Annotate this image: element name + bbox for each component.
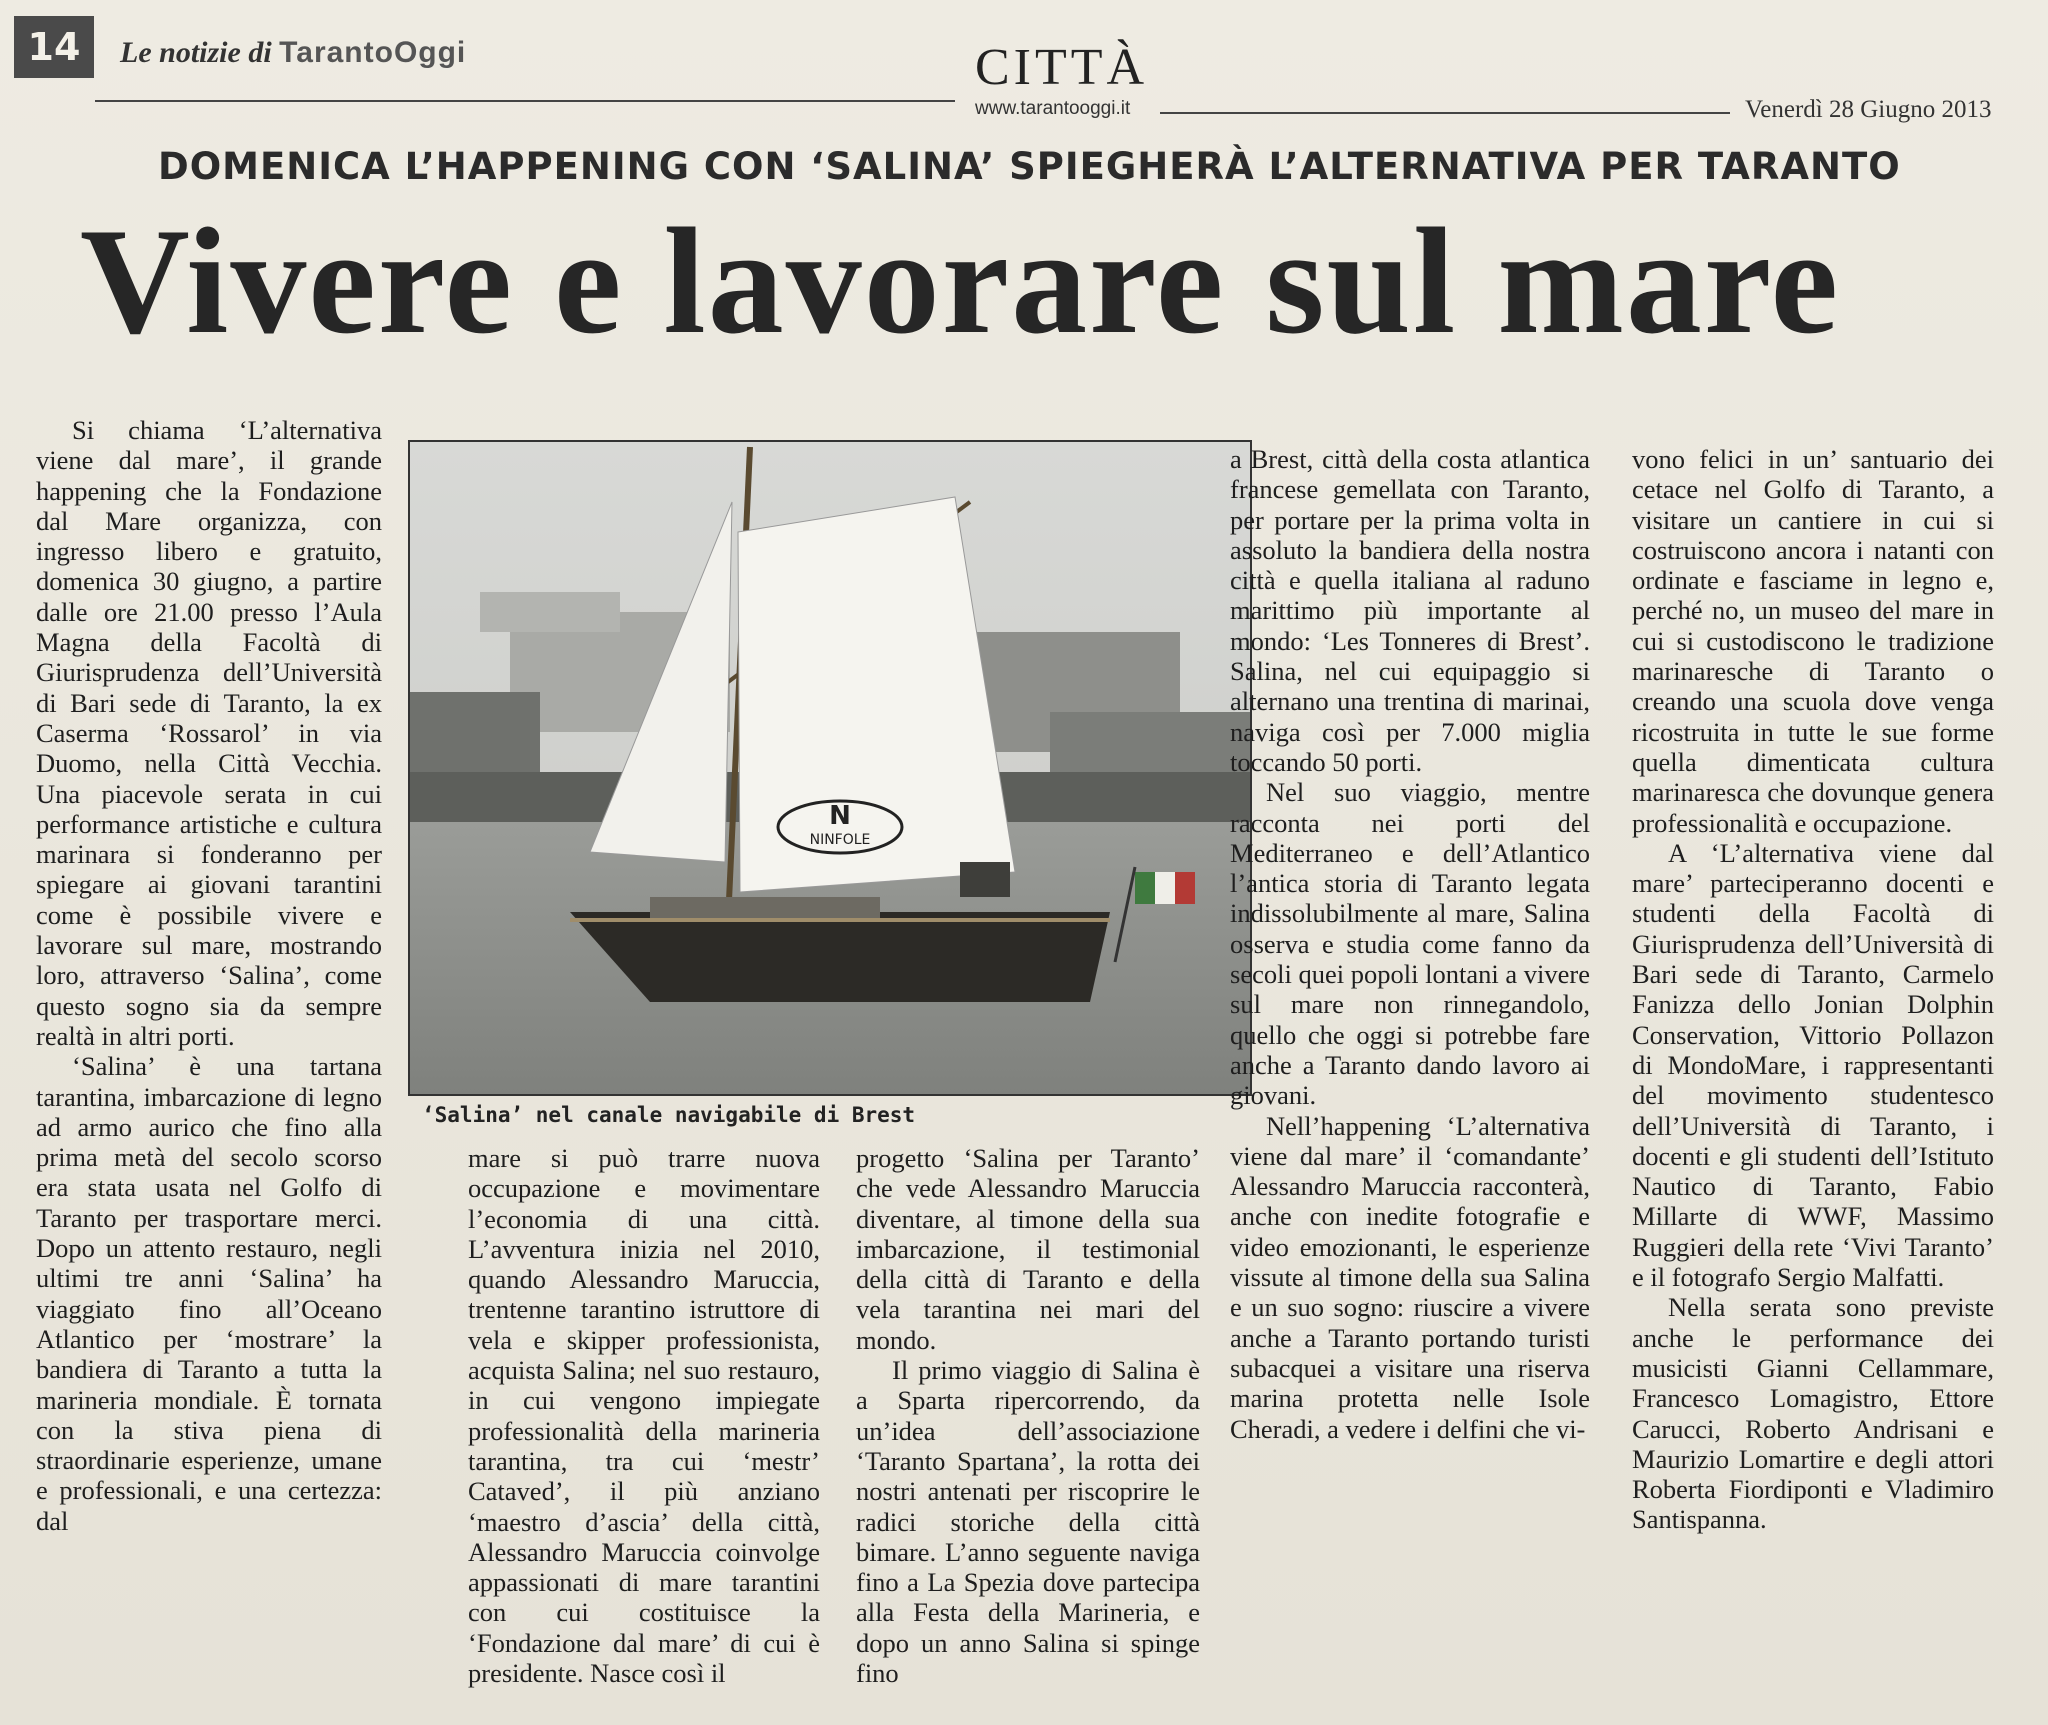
column-4	[1230, 444, 1590, 1444]
paragraph: progetto ‘Salina per Taranto’ che vede Alessandro Maruccia diventare, al timone della sua imbarcazione, il testimonial della città di Taranto e della vela tarantina nei mari del mondo.	[856, 1143, 1200, 1355]
hull	[570, 912, 1110, 1002]
sailboat-photo	[410, 442, 1250, 1094]
paragraph: ‘Salina’ è una tartana tarantina, imbarcazione di legno ad armo aurico che fino alla prima metà del secolo scorso era stata usata nel Golfo di Taranto per trasportare merci. Dopo un attento restauro, negli ultimi tre anni ‘Salina’ ha viaggiato fino all’Oceano Atlantico per ‘mostrare’ la bandiera di Taranto a tutta la marineria mondiale. È tornata con la stiva piena di straordinarie esperienze, umane e professionali, e una certezza: dal	[36, 1051, 382, 1536]
paragraph: Nella serata sono previste anche le performance dei musicisti Gianni Cellammare, Francesco Lomagistro, Ettore Carucci, Roberto Andrisani e Maurizio Lomartire e degli attori Roberta Fiordiponti e Vladimiro Santispanna.	[1632, 1292, 1994, 1535]
photo-caption: ‘Salina’ nel canale navigabile di Brest	[422, 1103, 916, 1127]
issue-date: Venerdì 28 Giugno 2013	[1745, 96, 1992, 123]
column-2	[468, 1143, 820, 1688]
crew	[960, 862, 1010, 897]
section-title: CITTÀ	[975, 39, 1149, 96]
flag-red	[1175, 872, 1195, 904]
article-photo	[408, 440, 1252, 1096]
paragraph: vono felici in un’ santuario dei cetace nel Golfo di Taranto, a visitare un cantiere in cui si costruiscono ancora i natanti con ordinate e fasciame in legno e, perché no, un museo del mare in cui si custodiscono le tradizione marinaresche di Taranto o creando una scuola dove venga ricostruita in tutte le sue forme quella dimenticata cultura marinaresca che dovunque genera professionalità e occupazione.	[1632, 444, 1994, 838]
article-headline: Vivere e lavorare sul mare	[80, 197, 1841, 365]
paragraph: mare si può trarre nuova occupazione e movimentare l’economia di una città. L’avventura inizia nel 2010, quando Alessandro Maruccia, trentenne tarantino istruttore di vela e skipper professionista, acquista Salina; nel suo restauro, in cui vengono impiegate professionalità della marineria tarantina, tra cui ‘mestr’ Cataved’, il più anziano ‘maestro d’ascia’ della città, Alessandro Maruccia coinvolge appassionati di mare tarantini con cui costituisce la ‘Fondazione dal mare’ di cui è presidente. Nasce così il	[468, 1143, 820, 1689]
flag-white	[1155, 872, 1175, 904]
header-rule-left	[95, 100, 955, 102]
paragraph: a Brest, città della costa atlantica francese gemellata con Taranto, per portare per la prima volta in assoluto la bandiera della nostra città e quella italiana al raduno marittimo più importante al mondo: ‘Les Tonneres di Brest’. Salina, nel cui equipaggio si alternano una trentina di marinai, naviga così per 7.000 miglia toccando 50 porti.	[1230, 444, 1590, 777]
paragraph: Il primo viaggio di Salina è a Sparta ripercorrendo, da un’idea dell’associazione ‘Taranto Spartana’, la rotta dei nostri antenati per riscoprire le radici storiche della città bimare. L’anno seguente naviga fino a La Spezia dove partecipa alla Festa della Marineria, e dopo un anno Salina si spinge fino	[856, 1355, 1200, 1689]
paragraph: Nell’happening ‘L’alternativa viene dal mare’ il ‘comandante’ Alessandro Maruccia racconterà, anche con inedite fotografie e video emozionanti, le esperienze vissute al timone della sua Salina e un suo sogno: riuscire a vivere anche a Taranto portando turisti subacquei a visitare una riserva marina protetta nelle Isole Cheradi, a vedere i delfini che vi-	[1230, 1110, 1590, 1444]
paragraph: Si chiama ‘L’alternativa viene dal mare’, il grande happening che la Fondazione dal Mare organizza, con ingresso libero e gratuito, domenica 30 giugno, a partire dalle ore 21.00 presso l’Aula Magna della Facoltà di Giurisprudenza dell’Università di Bari sede di Taranto, la ex Caserma ‘Rossarol’ in via Duomo, nella Città Vecchia. Una piacevole serata in cui performance artistiche e cultura marinara si fonderanno per spiegare ai giovani tarantini come è possibile vivere e lavorare sul mare, mostrando loro, attraverso ‘Salina’, come questo sogno sia da sempre realtà in altri porti.	[36, 415, 382, 1051]
header-rule-right	[1160, 112, 1730, 114]
paragraph: A ‘L’alternativa viene dal mare’ parteciperanno docenti e studenti della Facoltà di Giurisprudenza dell’Università di Bari sede di Taranto, Carmelo Fanizza dello Jonian Dolphin Conservation, Vittorio Pollazon di MondoMare, i rappresentanti del movimento studentesco dell’Università di Taranto, i docenti e gli studenti dell’Istituto Nautico di Taranto, Fabio Millarte di WWF, Massimo Ruggieri della rete ‘Vivi Taranto’ e il fotografo Sergio Malfatti.	[1632, 837, 1994, 1293]
column-1	[36, 415, 382, 1536]
paper-name: TarantoOggi	[279, 36, 467, 69]
page-number: 14	[14, 16, 94, 78]
sail-logo-letter: N	[829, 801, 851, 831]
flag-green	[1135, 872, 1155, 904]
paper-masthead	[120, 36, 466, 70]
website-url: www.tarantooggi.it	[975, 98, 1131, 119]
column-3	[856, 1143, 1200, 1688]
paragraph: Nel suo viaggio, mentre racconta nei porti del Mediterraneo e dell’Atlantico l’antica storia di Taranto legata indissolubilmente al mare, Salina osserva e studia come fanno da secoli quei popoli lontani a vivere sul mare non rinnegandolo, quello che oggi si potrebbe fare anche a Taranto dando lavoro ai giovani.	[1230, 777, 1590, 1111]
column-5	[1632, 444, 1994, 1535]
article-kicker: DOMENICA L’HAPPENING CON ‘SALINA’ SPIEGHERÀ L’ALTERNATIVA PER TARANTO	[158, 145, 1901, 188]
paper-prefix: Le notizie di	[120, 36, 272, 69]
building-roof	[480, 592, 620, 632]
sail-logo-text: NINFOLE	[809, 832, 871, 848]
